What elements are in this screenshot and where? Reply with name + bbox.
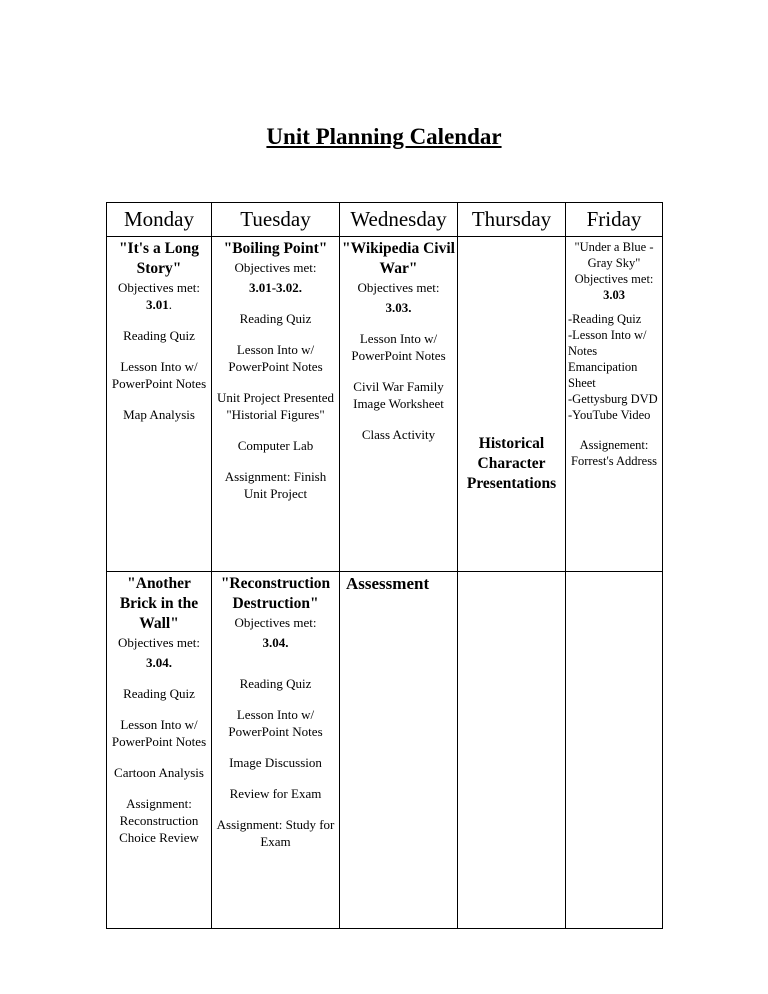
activity-item: Lesson Into w/ PowerPoint Notes [228, 342, 323, 374]
lesson-title: "Boiling Point" [223, 240, 328, 257]
activity-item: -Lesson Into w/ Notes Emancipation Sheet [568, 328, 647, 390]
objectives-value: 3.03. [385, 300, 412, 315]
activity-item: Lesson Into w/ PowerPoint Notes [228, 707, 323, 739]
activity-item: -Gettysburg DVD [568, 392, 658, 406]
activity-item: Reading Quiz [239, 311, 312, 326]
activity-item: Lesson Into w/ PowerPoint Notes [351, 331, 446, 363]
objectives-label: Objectives met: [118, 635, 200, 650]
objectives-label: Objectives met: [574, 272, 654, 286]
lesson-title: "Wikipedia Civil War" [342, 240, 455, 277]
assignment-text: Assignement: Forrest's Address [571, 438, 657, 468]
objectives-value: 3.04. [146, 655, 172, 670]
activity-item: Reading Quiz [123, 328, 195, 343]
week2-friday-cell [566, 572, 663, 929]
week-2-row [107, 572, 663, 929]
calendar-table [106, 202, 663, 929]
activity-item: -Reading Quiz [568, 312, 642, 326]
lesson-title: "Under a Blue - Gray Sky" [574, 240, 654, 270]
week1-monday-cell [107, 237, 212, 572]
day-header-monday: Monday [107, 203, 212, 237]
week1-tuesday-cell [212, 237, 340, 572]
week2-monday-cell [107, 572, 212, 929]
presentations-label: Historical Character Presentations [466, 435, 557, 492]
day-header-wednesday: Wednesday [340, 203, 458, 237]
objectives-label: Objectives met: [234, 260, 317, 275]
objectives-label: Objectives met: [357, 280, 440, 295]
week1-thursday-cell [458, 237, 566, 572]
lesson-title: "Reconstruction Destruction" [220, 575, 331, 612]
activity-item: Assignment: Reconstruction Choice Review [119, 796, 199, 845]
week2-tuesday-cell [212, 572, 340, 929]
week-1-row [107, 237, 663, 572]
week1-friday-cell [566, 237, 663, 572]
activity-item: Assignment: Study for Exam [216, 817, 335, 849]
activity-item: Lesson Into w/ PowerPoint Notes [111, 359, 207, 391]
activity-item: Assignment: Finish Unit Project [224, 469, 327, 501]
week1-wednesday-cell [340, 237, 458, 572]
header-row [107, 203, 663, 237]
objectives-line [568, 271, 660, 303]
objectives-value: 3.04. [262, 635, 289, 650]
objectives-value: 3.01-3.02. [248, 280, 303, 295]
activity-item: -YouTube Video [568, 408, 651, 422]
activity-item: Civil War Family Image Worksheet [353, 379, 444, 411]
activity-item: Reading Quiz [239, 676, 312, 691]
objectives-label: Objectives met: [118, 280, 200, 295]
objectives-line [109, 279, 209, 313]
lesson-title: "It's a Long Story" [118, 240, 200, 277]
objectives-label: Objectives met: [234, 615, 317, 630]
objectives-value: 3.03 [603, 288, 625, 302]
activity-item: Reading Quiz [123, 686, 195, 701]
activity-item: Lesson Into w/ PowerPoint Notes [111, 717, 207, 749]
objectives-suffix: . [168, 297, 172, 312]
day-header-thursday: Thursday [458, 203, 566, 237]
activity-item: Map Analysis [123, 407, 195, 422]
week2-wednesday-cell [340, 572, 458, 929]
activity-item: Cartoon Analysis [114, 765, 204, 780]
lesson-title: "Another Brick in the Wall" [119, 575, 199, 632]
activity-item: Class Activity [361, 427, 436, 442]
activity-item: Image Discussion [229, 755, 322, 770]
week2-thursday-cell [458, 572, 566, 929]
activity-item: Computer Lab [237, 438, 314, 453]
day-header-tuesday: Tuesday [212, 203, 340, 237]
activity-item: Unit Project Presented "Historial Figures" [217, 390, 334, 422]
assessment-label: Assessment [346, 574, 430, 593]
objectives-value: 3.01 [146, 297, 169, 312]
day-header-friday: Friday [566, 203, 663, 237]
activity-item: Review for Exam [229, 786, 322, 801]
page-title: Unit Planning Calendar [266, 124, 502, 149]
